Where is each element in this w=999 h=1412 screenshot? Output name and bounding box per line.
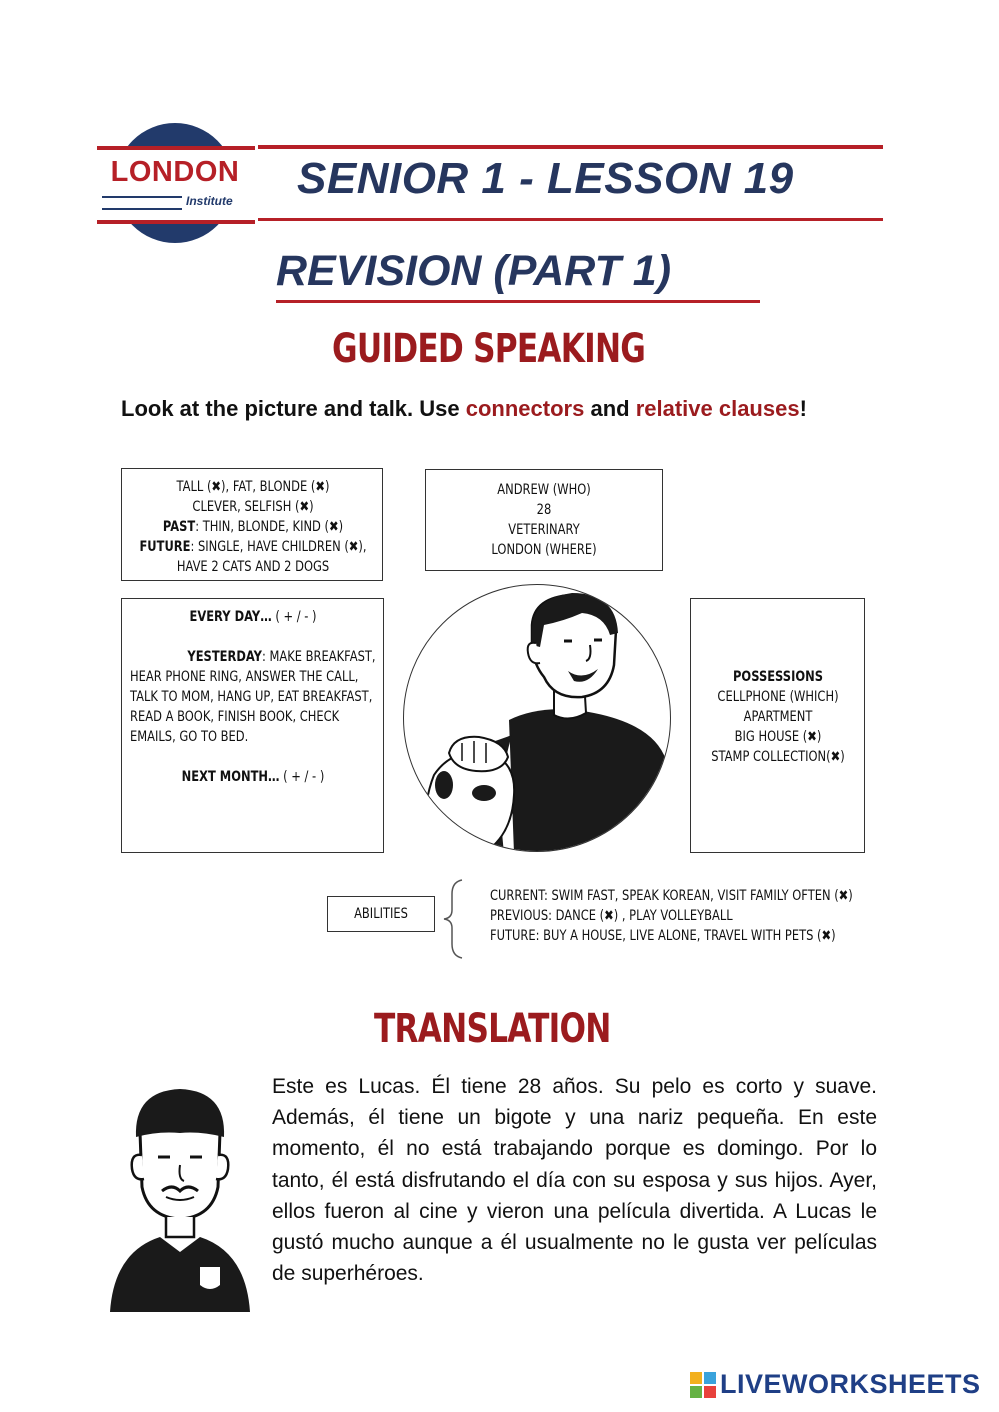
yesterday-label: YESTERDAY bbox=[187, 649, 262, 665]
andrew-portrait bbox=[403, 584, 671, 852]
lucas-illustration bbox=[100, 1077, 260, 1312]
footer-brand[interactable] bbox=[690, 1369, 981, 1400]
footer-brand-text: LIVEWORKSHEETS bbox=[720, 1369, 981, 1399]
instruction-part1: Look at the picture and talk. Use bbox=[121, 396, 466, 421]
andrew-line1: ANDREW (WHO) bbox=[497, 482, 591, 498]
translation-title: TRANSLATION bbox=[374, 1006, 611, 1052]
instruction bbox=[121, 392, 867, 426]
next-month-label: NEXT MONTH… bbox=[181, 769, 280, 785]
instruction-part3: ! bbox=[799, 396, 807, 421]
logo-word: LONDON bbox=[110, 156, 240, 188]
yesterday bbox=[130, 647, 376, 747]
brace-icon bbox=[440, 878, 470, 960]
possessions-box bbox=[690, 598, 865, 853]
appearance-line5: HAVE 2 CATS AND 2 DOGS bbox=[176, 559, 330, 575]
andrew-line4: LONDON (WHERE) bbox=[491, 542, 597, 558]
lesson-title: SENIOR 1 - LESSON 19 bbox=[297, 154, 794, 203]
ability-current: CURRENT: SWIM FAST, SPEAK KOREAN, VISIT FAMILY OFTEN (✖) bbox=[490, 888, 853, 904]
liveworksheets-logo-icon bbox=[690, 1372, 716, 1398]
ability-future: FUTURE: BUY A HOUSE, LIVE ALONE, TRAVEL WITH PETS (✖) bbox=[490, 928, 836, 944]
possession-item: STAMP COLLECTION(✖) bbox=[711, 749, 845, 765]
guided-speaking-title: GUIDED SPEAKING bbox=[332, 326, 646, 372]
appearance-future bbox=[122, 537, 384, 557]
andrew-line3: VETERINARY bbox=[508, 522, 580, 538]
future-label: FUTURE bbox=[139, 539, 191, 555]
andrew-box bbox=[425, 469, 663, 571]
every-day-text: ( + / - ) bbox=[271, 609, 317, 625]
possession-item: APARTMENT bbox=[743, 709, 813, 725]
header-rule-bottom bbox=[258, 218, 883, 221]
every-day bbox=[130, 607, 376, 627]
past-text: : THIN, BLONDE, KIND (✖) bbox=[195, 519, 344, 535]
appearance-past bbox=[122, 517, 384, 537]
logo-lines bbox=[102, 196, 182, 210]
abilities-box bbox=[327, 896, 435, 932]
logo-sub: Institute bbox=[186, 194, 233, 208]
every-day-label: EVERY DAY… bbox=[189, 609, 272, 625]
possession-item: BIG HOUSE (✖) bbox=[734, 729, 822, 745]
abilities-list bbox=[490, 886, 853, 946]
instruction-part2: and bbox=[584, 396, 636, 421]
future-text: : SINGLE, HAVE CHILDREN (✖), bbox=[190, 539, 367, 555]
yesterday-text: : MAKE BREAKFAST, HEAR PHONE RING, ANSWER THE CALL, TALK TO MOM, HANG UP, EAT BREAKFAST, READ A BOOK, FINISH BOOK, CHECK EMAILS, GO TO BED. bbox=[130, 649, 376, 745]
header-rule-top bbox=[258, 145, 883, 149]
andrew-line2: 28 bbox=[536, 502, 552, 518]
next-month-text: ( + / - ) bbox=[279, 769, 325, 785]
possession-item: CELLPHONE (WHICH) bbox=[717, 689, 839, 705]
past-label: PAST bbox=[162, 519, 196, 535]
next-month bbox=[130, 767, 376, 787]
routine-box bbox=[121, 598, 384, 853]
instruction-relative-clauses: relative clauses bbox=[635, 396, 800, 421]
abilities-label: ABILITIES bbox=[354, 906, 408, 922]
possessions-title: POSSESSIONS bbox=[733, 669, 823, 685]
revision-underline bbox=[276, 300, 760, 303]
appearance-line2: CLEVER, SELFISH (✖) bbox=[192, 499, 314, 515]
revision-title: REVISION (PART 1) bbox=[276, 247, 672, 295]
man-with-cat-illustration bbox=[404, 585, 671, 852]
appearance-line1: TALL (✖), FAT, BLONDE (✖) bbox=[176, 479, 330, 495]
instruction-connectors: connectors bbox=[465, 396, 585, 421]
appearance-box bbox=[121, 468, 383, 581]
ability-previous: PREVIOUS: DANCE (✖) , PLAY VOLLEYBALL bbox=[490, 908, 733, 924]
translation-text: Este es Lucas. Él tiene 28 años. Su pelo es corto y suave. Además, él tiene un bigote y una nariz pequeña. En este momento, él no está trabajando porque es domingo. Por lo tanto, él está disfrutando el día con su esposa y sus hijos. Ayer, ellos fueron al cine y vieron una película divertida. A Lucas le gustó mucho aunque a él usualmente no le gusta ver películas de superhéroes. bbox=[272, 1075, 877, 1286]
